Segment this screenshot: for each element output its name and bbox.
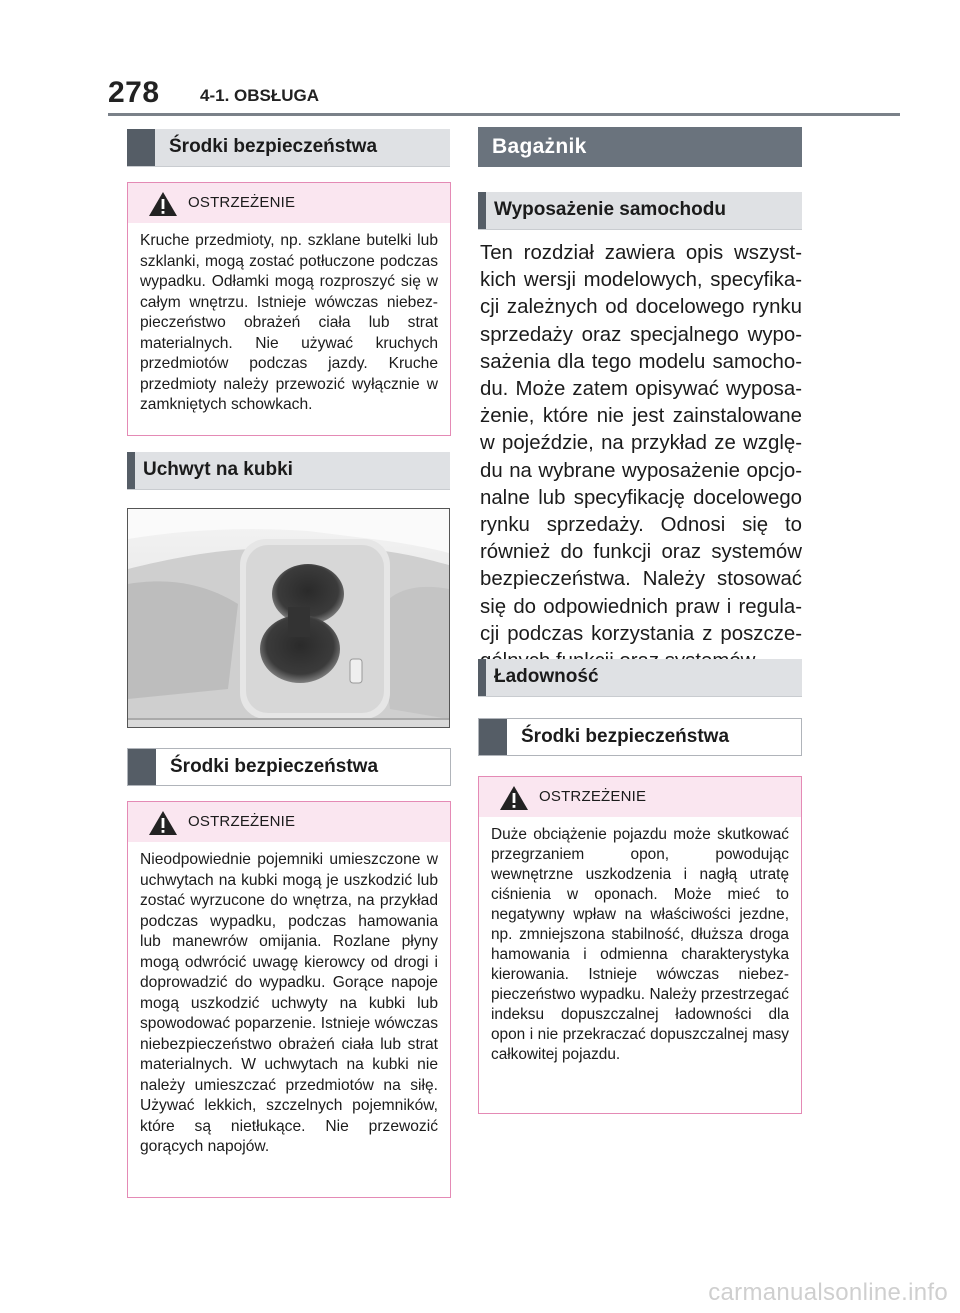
heading-label: Wyposażenie samochodu bbox=[494, 199, 726, 220]
warning-box-2 bbox=[127, 801, 451, 1198]
heading-tab bbox=[127, 129, 155, 166]
page-header bbox=[0, 0, 960, 118]
cupholder-illustration bbox=[128, 509, 449, 727]
heading-equipment bbox=[478, 192, 802, 230]
warning-header bbox=[479, 777, 801, 817]
warning-text: Duże obciążenie pojazdu może skutkować przegrzaniem opon, powodując wewnętrzne uszkodzenia i nagłą utratę ciśnienia w oponach. Może mieć to negatywny wpław na właściwości jezdne, np. zmniejszona stabilność, dłuższa droga hamowania i odmienna charakterystyka kierowania. Istnieje wówczas niebezpieczeństwo wypadku. Należy przestrzegać indeksu dopuszczalnej ładowności dla opon i nie przekraczać dopuszczalnej masy całkowitej pojazdu. bbox=[491, 826, 789, 1063]
chapter-heading-bar bbox=[478, 127, 802, 167]
heading-load bbox=[478, 659, 802, 697]
heading-safety-1 bbox=[127, 129, 450, 167]
heading-label: Ładowność bbox=[494, 666, 599, 687]
warning-text: Nieodpowiednie pojemniki umieszczone w uchwytach na kubki mogą je uszkodzić lub zostać wyrzucone do wnętrza, na przykład podczas wypadku, podczas hamowania lub manewrów omijania. Rozlane płyny mogą odwrócić uwagę kierowcy od drogi i doprowadzić do wypadku. Gorące napoje mogą uszkodzić uchwyty na kubki lub spowodować poparzenie. Istnieje wówczas niebezpieczeństwo obrażeń ciała lub strat materialnych. W uchwytach na kubki nie należy umieszczać przedmiotów na siłę. Używać lekkich, szczelnych pojemników, które są nietłukące. Nie przewozić gorących napojów. bbox=[140, 851, 438, 1155]
heading-label: Środki bezpieczeństwa bbox=[170, 756, 379, 777]
heading-tab bbox=[127, 452, 135, 489]
warning-text: Kruche przedmioty, np. szklane butelki lub szklanki, mogą zostać potłuczone podczas wypadku. Odłamki mogą rozproszyć się w całym wnętrzu. Istnieje wówczas niebezpieczeństwo obrażeń ciała lub strat materialnych. Nie używać kruchych przedmiotów podczas jazdy. Kruche przedmioty należy przewozić wyłącznie w zamkniętych schowkach. bbox=[140, 232, 438, 413]
warning-label: OSTRZEŻENIE bbox=[188, 813, 296, 830]
body-paragraph: Ten rozdział zawiera opis wszystkich wersji modelowych, specyfikacji zależnych od docelowego rynku sprzedaży oraz specjalnego wyposażenia dla tego modelu samochodu. Może zatem opisywać wyposażenie, które nie jest zainstalowane w pojeździe, na przykład ze względu na wybrane wyposażenie opcjonalne lub specyfikację docelowego rynku sprzedaży. Odnosi się to również do funkcji oraz systemów bezpieczeństwa. Należy stosować się do odpowiednich praw i regulacji podczas korzystania z poszcze bbox=[480, 242, 802, 645]
header-rule bbox=[108, 113, 900, 116]
heading-tab bbox=[478, 659, 486, 696]
page-number: 278 bbox=[108, 76, 160, 109]
heading-tab bbox=[478, 192, 486, 229]
warning-box-3 bbox=[478, 776, 802, 1114]
warning-label: OSTRZEŻENIE bbox=[539, 788, 647, 805]
watermark: carmanualsonline.info bbox=[708, 1279, 948, 1306]
warning-box-1 bbox=[127, 182, 451, 436]
heading-tab bbox=[479, 719, 507, 755]
heading-label: Środki bezpieczeństwa bbox=[169, 136, 378, 157]
warning-label: OSTRZEŻENIE bbox=[188, 194, 296, 211]
cupholder-photo bbox=[127, 508, 450, 728]
heading-cupholder bbox=[127, 452, 450, 490]
warning-triangle-icon bbox=[148, 810, 178, 836]
warning-header bbox=[128, 183, 450, 223]
heading-tab bbox=[128, 749, 156, 785]
heading-safety-3 bbox=[478, 718, 802, 756]
warning-triangle-icon bbox=[148, 191, 178, 217]
heading-label: Uchwyt na kubki bbox=[143, 459, 293, 480]
heading-safety-2 bbox=[127, 748, 451, 786]
warning-header bbox=[128, 802, 450, 842]
chapter-heading: Bagażnik bbox=[492, 135, 587, 158]
heading-label: Środki bezpieczeństwa bbox=[521, 726, 730, 747]
warning-triangle-icon bbox=[499, 785, 529, 811]
section-label: 4-1. OBSŁUGA bbox=[200, 86, 320, 105]
